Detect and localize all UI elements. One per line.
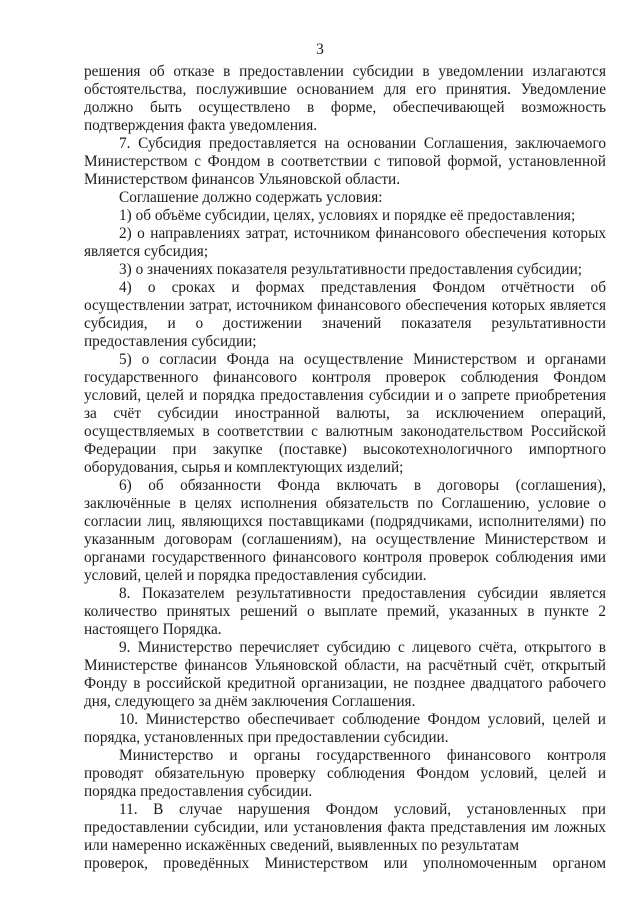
paragraph: 5) о согласии Фонда на осуществление Министерством и органами государственного финансового контроля проверок соблюдения Фондом условий, целей и порядка предоставления субсидии и о запрете приобретения за счёт субсидии иностранной валюты, за исключением операций, осуществляемых в соответствии с валютным законодательством Российской Федерации при закупке (поставке) высокотехнологичного импортного оборудования, сырья и комплектующих изделий; [84,351,606,476]
paragraph: 10. Министерство обеспечивает соблюдение Фондом условий, целей и порядка, установленных при предоставлении субсидии. [84,711,606,746]
paragraph: 7. Субсидия предоставляется на основании Соглашения, заключаемого Министерством с Фондом в соответствии с типовой формой, установленной Министерством финансов Ульяновской области. [84,135,606,188]
paragraph: 9. Министерство перечисляет субсидию с лицевого счёта, открытого в Министерстве финансов Ульяновской области, на расчётный счёт, открытый Фонду в российской кредитной организации, не позднее двадцатого рабочего дня, следующего за днём заключения Соглашения. [84,639,606,710]
paragraph: Министерство и органы государственного финансового контроля проводят обязательную проверку соблюдения Фондом условий, целей и порядка предоставления субсидии. [84,747,606,800]
paragraph: решения об отказе в предоставлении субсидии в уведомлении излагаются обстоятельства, послужившие основанием для его принятия. Уведомление должно быть осуществлено в форме, обеспечивающей возможность подтверждения факта уведомления. [84,63,606,134]
paragraph: 1) об объёме субсидии, целях, условиях и порядке её предоставления; [119,207,576,224]
page-number: 3 [316,41,324,58]
paragraph: 6) об обязанности Фонда включать в договоры (соглашения), заключённые в целях исполнения обязательств по Соглашению, условие о согласии лиц, являющихся поставщиками (подрядчиками, исполнителями) по указанным договорам (соглашениям), на осуществление Министерством и органами государственного финансового контроля проверок соблюдения ими условий, целей и порядка предоставления субсидии. [84,477,606,584]
paragraph-last-line: проверок, проведённых Министерством или уполномоченным органом [84,855,606,872]
paragraph: 3) о значениях показателя результативности предоставления субсидии; [119,261,583,278]
paragraph: 8. Показателем результативности предоставления субсидии является количество принятых решений о выплате премий, указанных в пункте 2 настоящего Порядка. [84,585,606,638]
document-body [84,63,606,873]
paragraph: Соглашение должно содержать условия: [119,189,383,206]
paragraph: 4) о сроках и формах представления Фондом отчётности об осуществлении затрат, источником финансового обеспечения которых является субсидия, и о достижении значений показателя результативности предоставления субсидии; [84,279,606,350]
paragraph: 2) о направлениях затрат, источником финансового обеспечения которых является субсидия; [84,225,606,260]
paragraph: 11. В случае нарушения Фондом условий, установленных при предоставлении субсидии, или установления факта представления им ложных или намеренно искажённых сведений, выявленных по результатам [84,801,606,854]
